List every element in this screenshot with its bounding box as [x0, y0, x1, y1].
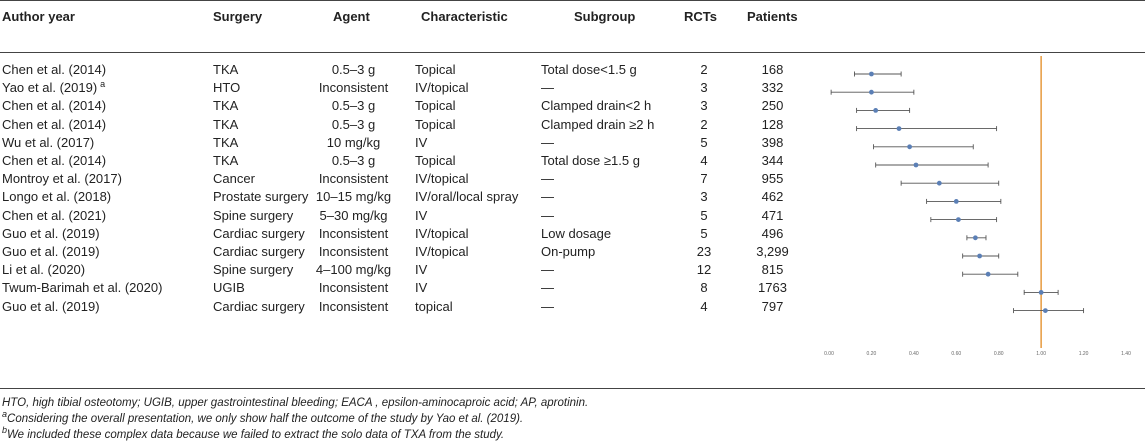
cell-surgery: TKA: [213, 116, 239, 132]
cell-rcts: 23: [696, 244, 712, 259]
cell-surgery: TKA: [213, 134, 239, 150]
author-footnote-mark: a: [100, 78, 106, 89]
estimate-point: [873, 108, 878, 113]
cell-characteristic: IV/topical: [415, 225, 469, 241]
x-tick-label: 0.00: [824, 351, 834, 357]
cell-patients: 250: [761, 98, 784, 114]
cell-subgroup: —: [541, 134, 554, 150]
cell-author: [2, 188, 111, 206]
cell-patients: 462: [761, 189, 784, 205]
cell-author: [2, 261, 85, 279]
estimate-point: [956, 217, 961, 222]
cell-agent: Inconsistent: [318, 298, 389, 314]
cell-surgery: TKA: [213, 62, 239, 77]
x-tick-label: 0.80: [993, 351, 1004, 357]
author-text: Twum-Barimah et al. (2020): [2, 280, 163, 296]
cell-surgery: HTO: [213, 80, 241, 96]
cell-surgery: TKA: [213, 153, 239, 168]
cell-author: [2, 243, 100, 261]
cell-author: [2, 116, 106, 134]
cell-patients: 815: [761, 262, 784, 278]
author-text: Chen et al. (2021): [2, 207, 107, 223]
x-tick-label: 1.00: [1036, 351, 1047, 357]
cell-rcts: 4: [700, 153, 708, 168]
author-text: Chen et al. (2014): [2, 116, 107, 132]
footnote-abbreviations: HTO, high tibial osteotomy; UGIB, upper gastrointestinal bleeding; EACA , epsilon-aminocaproic acid; AP, aprotinin.: [2, 397, 589, 409]
cell-rcts: 5: [700, 207, 708, 223]
cell-characteristic: IV: [415, 262, 428, 278]
estimate-point: [954, 199, 959, 204]
cell-surgery: Cardiac surgery: [213, 298, 305, 314]
cell-rcts: 4: [700, 298, 708, 314]
x-tick-label: 0.20: [866, 351, 877, 357]
forest-plot: [816, 56, 1141, 364]
footnote-b-text: We included these complex data because we failed to extract the solo data of TXA from the study.: [7, 429, 505, 441]
cell-patients: 332: [761, 80, 784, 96]
cell-patients: 3,299: [756, 244, 789, 259]
estimate-point: [1043, 308, 1048, 313]
cell-rcts: 3: [700, 98, 708, 114]
cell-characteristic: IV: [415, 134, 428, 150]
author-text: Guo et al. (2019): [2, 298, 100, 314]
cell-subgroup: Clamped drain ≥2 h: [541, 116, 655, 132]
estimate-point: [973, 235, 978, 240]
header-surgery: Surgery: [213, 9, 263, 24]
footnote-a: [2, 409, 524, 425]
cell-agent: Inconsistent: [318, 280, 389, 296]
cell-surgery: Cardiac surgery: [213, 225, 305, 241]
header-patients: Patients: [747, 9, 798, 24]
cell-author: [2, 79, 105, 97]
cell-rcts: 3: [700, 189, 708, 205]
cell-surgery: UGIB: [213, 280, 245, 296]
x-tick-label: 1.20: [1078, 351, 1089, 357]
author-text: Chen et al. (2014): [2, 98, 107, 114]
author-text: Li et al. (2020): [2, 262, 86, 278]
cell-surgery: TKA: [213, 98, 239, 114]
cell-patients: 797: [761, 298, 784, 314]
cell-characteristic: IV: [415, 280, 428, 296]
cell-rcts: 2: [700, 116, 708, 132]
footnote-a-text: Considering the overall presentation, we only show half the outcome of the study by Yao et al. (2019).: [7, 413, 524, 425]
cell-characteristic: Topical: [415, 62, 456, 77]
cell-characteristic: IV/oral/local spray: [415, 189, 519, 205]
cell-agent: 0.5–3 g: [331, 62, 376, 77]
cell-characteristic: IV: [415, 207, 428, 223]
cell-surgery: Spine surgery: [213, 262, 294, 278]
author-text: Montroy et al. (2017): [2, 171, 122, 187]
cell-agent: 0.5–3 g: [331, 98, 376, 114]
cell-surgery: Spine surgery: [213, 207, 294, 223]
estimate-point: [977, 254, 982, 259]
header-subgroup: Subgroup: [574, 9, 636, 24]
cell-characteristic: topical: [415, 298, 453, 314]
header-agent: Agent: [333, 9, 370, 24]
cell-author: [2, 225, 100, 243]
cell-subgroup: —: [541, 207, 554, 223]
cell-subgroup: On-pump: [541, 244, 596, 259]
footnote-b: [2, 425, 505, 441]
cell-subgroup: —: [541, 171, 554, 187]
cell-patients: 168: [761, 62, 784, 77]
cell-subgroup: Low dosage: [541, 225, 612, 241]
cell-subgroup: —: [541, 189, 554, 205]
cell-agent: Inconsistent: [318, 244, 389, 259]
estimate-point: [907, 144, 912, 149]
cell-agent: 5–30 mg/kg: [319, 207, 388, 223]
cell-author: [2, 207, 106, 225]
cell-author: [2, 152, 106, 170]
cell-subgroup: Total dose<1.5 g: [541, 62, 637, 77]
cell-characteristic: Topical: [415, 98, 456, 114]
estimate-point: [1039, 290, 1044, 295]
cell-subgroup: —: [541, 280, 554, 296]
cell-agent: 0.5–3 g: [331, 153, 376, 168]
cell-author: [2, 134, 94, 152]
cell-surgery: Prostate surgery: [213, 189, 309, 205]
estimate-point: [897, 126, 902, 131]
cell-characteristic: IV/topical: [415, 80, 469, 96]
footnote-b-mark: b: [2, 425, 8, 436]
author-text: Chen et al. (2014): [2, 62, 107, 77]
cell-patients: 471: [761, 207, 784, 223]
cell-author: [2, 97, 106, 115]
author-text: Longo et al. (2018): [2, 189, 112, 205]
author-text: Guo et al. (2019): [2, 225, 100, 241]
cell-agent: Inconsistent: [318, 225, 389, 241]
cell-rcts: 12: [696, 262, 712, 278]
estimate-point: [869, 90, 874, 95]
cell-rcts: 3: [700, 80, 708, 96]
cell-author: [2, 298, 100, 316]
cell-patients: 1763: [758, 280, 787, 296]
header-author: Author year: [2, 9, 75, 24]
bottom-rule: [0, 388, 1145, 389]
cell-rcts: 5: [700, 134, 708, 150]
cell-subgroup: Total dose ≥1.5 g: [541, 153, 640, 168]
cell-agent: 4–100 mg/kg: [315, 262, 392, 278]
cell-surgery: Cardiac surgery: [213, 244, 305, 259]
cell-subgroup: —: [541, 262, 554, 278]
cell-characteristic: Topical: [415, 153, 456, 168]
cell-surgery: Cancer: [213, 171, 255, 187]
cell-characteristic: IV/topical: [415, 171, 469, 187]
cell-rcts: 2: [700, 62, 708, 77]
x-tick-label: 0.40: [908, 351, 919, 357]
cell-patients: 955: [761, 171, 784, 187]
cell-agent: Inconsistent: [318, 80, 389, 96]
x-tick-label: 0.60: [951, 351, 962, 357]
estimate-point: [869, 72, 874, 77]
author-text: Wu et al. (2017): [2, 134, 95, 150]
cell-subgroup: —: [541, 80, 554, 96]
cell-patients: 398: [761, 134, 784, 150]
cell-author: [2, 61, 106, 79]
footnote-a-mark: a: [2, 409, 8, 420]
author-text: Yao et al. (2019): [2, 80, 98, 96]
author-text: Chen et al. (2014): [2, 153, 107, 168]
header-rcts: RCTs: [684, 9, 717, 24]
cell-characteristic: Topical: [415, 116, 456, 132]
cell-agent: 0.5–3 g: [331, 116, 376, 132]
author-text: Guo et al. (2019): [2, 244, 100, 259]
cell-author: [2, 279, 162, 297]
cell-subgroup: —: [541, 298, 554, 314]
header-rule: [0, 52, 1145, 53]
estimate-point: [937, 181, 942, 186]
top-rule: [0, 0, 1145, 1]
cell-rcts: 5: [700, 225, 708, 241]
estimate-point: [986, 272, 991, 277]
header-characteristic: Characteristic: [421, 9, 508, 24]
cell-patients: 344: [761, 153, 784, 168]
cell-author: [2, 170, 122, 188]
cell-agent: 10–15 mg/kg: [315, 189, 392, 205]
cell-characteristic: IV/topical: [415, 244, 469, 259]
x-tick-label: 1.40: [1121, 351, 1131, 357]
cell-patients: 128: [761, 116, 784, 132]
cell-rcts: 8: [700, 280, 708, 296]
cell-patients: 496: [761, 225, 784, 241]
estimate-point: [914, 163, 919, 168]
cell-agent: Inconsistent: [318, 171, 389, 187]
cell-rcts: 7: [700, 171, 708, 187]
cell-agent: 10 mg/kg: [326, 134, 381, 150]
cell-subgroup: Clamped drain<2 h: [541, 98, 652, 114]
